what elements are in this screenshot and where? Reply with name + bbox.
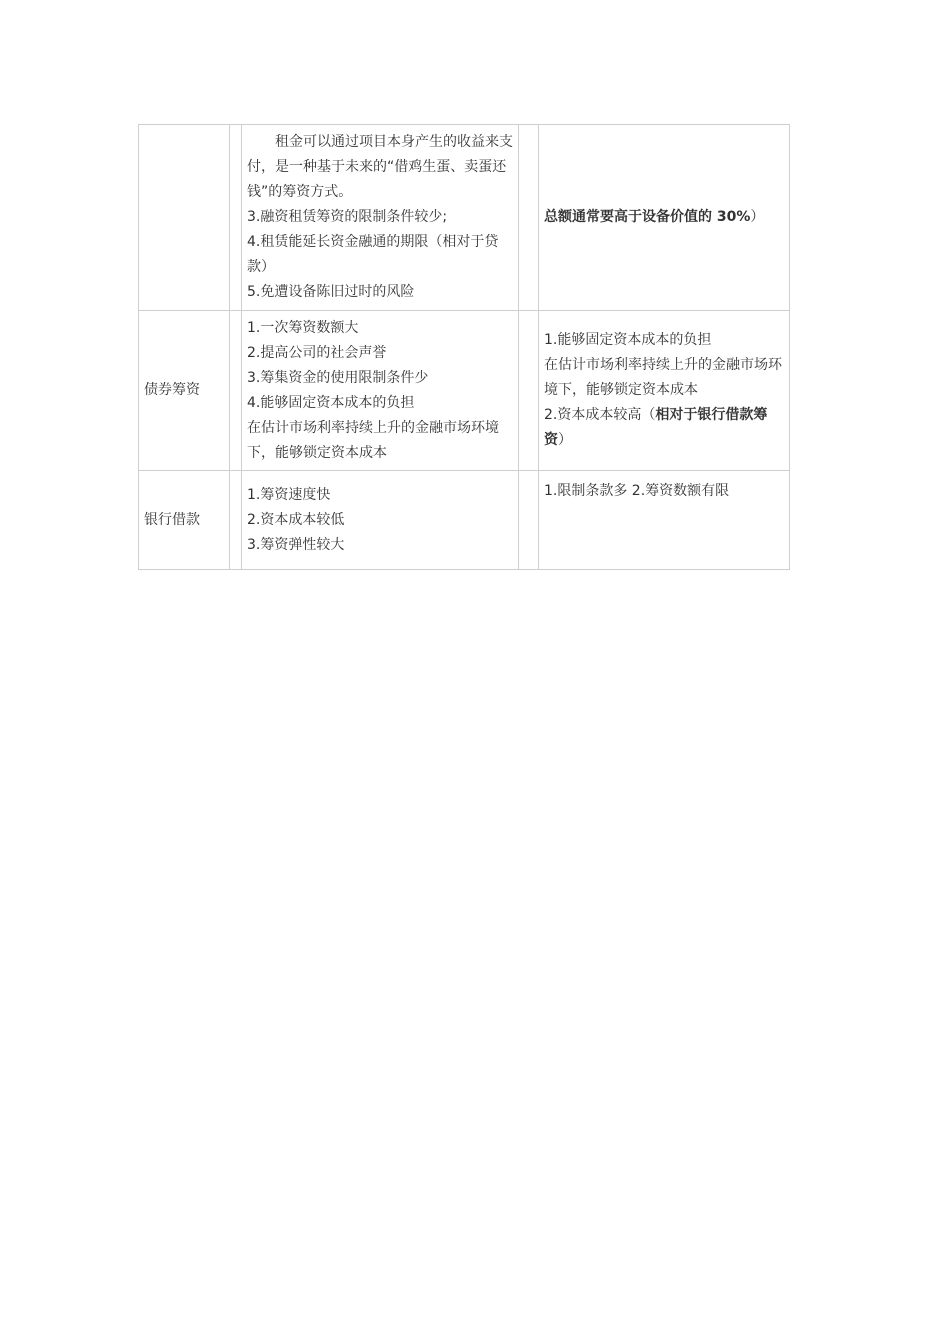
- advantages-cell: [242, 125, 519, 311]
- advantage-item: 3.筹集资金的使用限制条件少: [247, 369, 429, 386]
- advantage-item: 在估计市场利率持续上升的金融市场环境下，能够锁定资本成本: [247, 419, 499, 461]
- disadvantage-item: 1.限制条款多 2.筹资数额有限: [544, 483, 730, 499]
- disadvantage-tail-text: ）: [750, 209, 765, 225]
- spacer-cell: [230, 471, 242, 570]
- advantage-item: 4.能够固定资本成本的负担: [247, 394, 415, 411]
- row-label-cell: [139, 125, 230, 311]
- disadvantage-item: 在估计市场利率持续上升的金融市场环境下，能够锁定资本成本: [544, 357, 782, 398]
- advantage-item: 1.筹资速度快: [247, 486, 331, 503]
- disadvantage-prefix-text: 2.资本成本较高（: [544, 407, 656, 423]
- advantage-item: 3.筹资弹性较大: [247, 536, 345, 553]
- spacer-cell: [519, 311, 539, 471]
- disadvantage-suffix-text: ）: [558, 432, 572, 448]
- disadvantage-item: [544, 403, 784, 453]
- spacer-cell: [230, 311, 242, 471]
- row-label: 债券筹资: [144, 382, 200, 398]
- advantage-item: 1.一次筹资数额大: [247, 319, 359, 336]
- table-row: [139, 311, 790, 471]
- disadvantage-item: 1.能够固定资本成本的负担: [544, 332, 712, 348]
- advantage-item: 租金可以通过项目本身产生的收益来支付，是一种基于未来的“借鸡生蛋、卖蛋还钱”的筹资方式。: [247, 134, 513, 200]
- advantage-item: 2.资本成本较低: [247, 511, 345, 528]
- advantages-cell: [242, 311, 519, 471]
- spacer-cell: [230, 125, 242, 311]
- disadvantages-cell: [539, 311, 790, 471]
- spacer-cell: [519, 471, 539, 570]
- row-label: 银行借款: [144, 511, 200, 528]
- disadvantage-bold-text: 相对于银行借款筹资: [544, 407, 768, 448]
- spacer-cell: [519, 125, 539, 311]
- disadvantage-item: [544, 205, 784, 230]
- row-label-cell: [139, 471, 230, 570]
- disadvantages-cell: [539, 471, 790, 570]
- table-row: [139, 125, 790, 311]
- disadvantage-bold-text: 总额通常要高于设备价值的 30%: [544, 209, 751, 225]
- advantage-item: 5.免遭设备陈旧过时的风险: [247, 284, 415, 300]
- advantage-item: 4.租赁能延长资金融通的期限（相对于贷款）: [247, 234, 499, 275]
- advantage-item: 2.提高公司的社会声誉: [247, 344, 387, 361]
- advantages-cell: [242, 471, 519, 570]
- disadvantages-cell: [539, 125, 790, 311]
- row-label-cell: [139, 311, 230, 471]
- financing-comparison-table: [138, 124, 790, 570]
- table-row: [139, 471, 790, 570]
- advantage-item: 3.融资租赁筹资的限制条件较少;: [247, 209, 448, 225]
